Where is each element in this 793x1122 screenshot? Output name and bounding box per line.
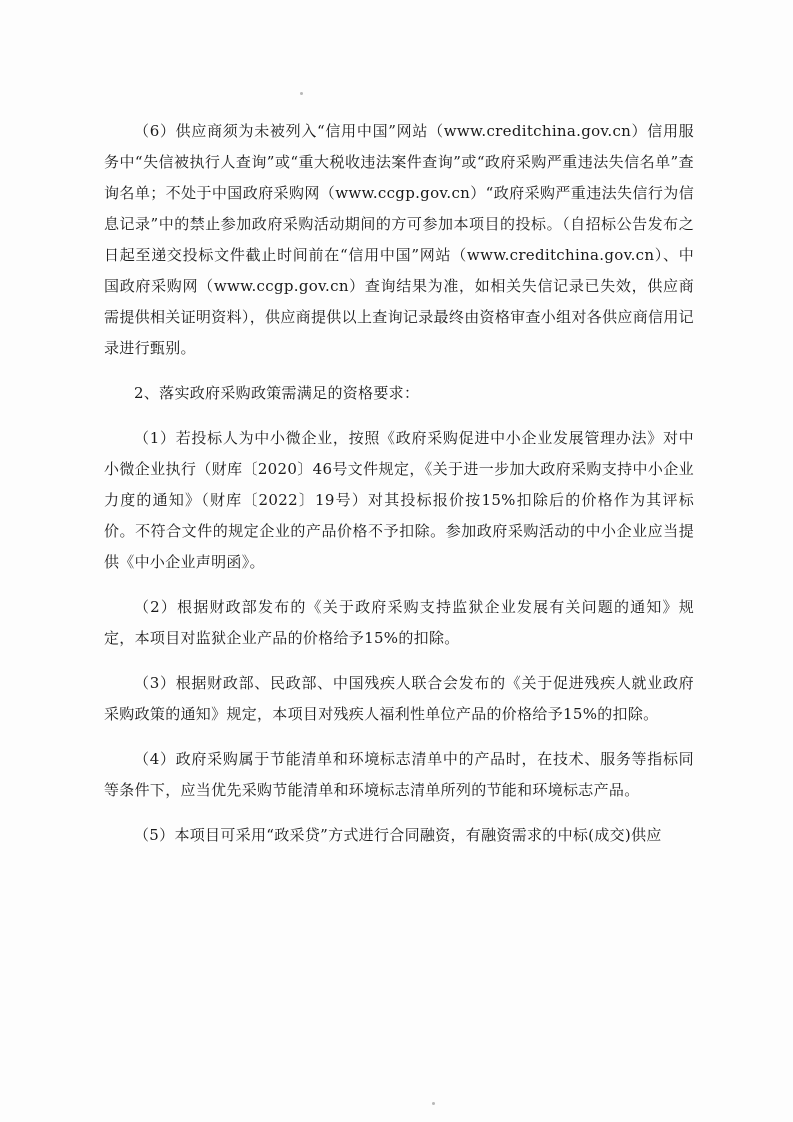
paragraph-supplier-credit: （6）供应商须为未被列入“信用中国”网站（www.creditchina.gov.cn）信用服务中“失信被执行人查询”或“重大税收违法案件查询”或“政府采购严重违法失信名单”查询名单；不处于中国政府采购网（www.ccgp.gov.cn）“政府采购严重违法失信行为信息记录”中的禁止参加政府采购活动期间的方可参加本项目的投标。（自招标公告发布之日起至递交投标文件截止时间前在“信用中国”网站（www.creditchina.gov.cn）、中国政府采购网（www.ccgp.gov.cn）查询结果为准，如相关失信记录已失效，供应商需提供相关证明资料），供应商提供以上查询记录最终由资格审查小组对各供应商信用记录进行甄别。 (104, 122, 694, 357)
paragraph-disabled-welfare: （3）根据财政部、民政部、中国残疾人联合会发布的《关于促进残疾人就业政府采购政策的通知》规定，本项目对残疾人福利性单位产品的价格给予15%的扣除。 (104, 674, 694, 723)
paragraph-financing: （5）本项目可采用“政采贷”方式进行合同融资，有融资需求的中标(成交)供应 (134, 826, 662, 844)
paragraph-policy-heading: 2、落实政府采购政策需满足的资格要求： (134, 384, 420, 402)
paragraph-prison-enterprise: （2）根据财政部发布的《关于政府采购支持监狱企业发展有关问题的通知》规定，本项目对监狱企业产品的价格给予15%的扣除。 (104, 598, 694, 647)
paragraph-sme-policy: （1）若投标人为中小微企业，按照《政府采购促进中小企业发展管理办法》对中小微企业执行（财库〔2020〕46号文件规定，《关于进一步加大政府采购支持中小企业力度的通知》（财库〔2022〕19号）对其投标报价按15%扣除后的价格作为其评标价。不符合文件的规定企业的产品价格不予扣除。参加政府采购活动的中小企业应当提供《中小企业声明函》。 (104, 429, 694, 571)
scan-speck (432, 1102, 435, 1105)
document-body (104, 116, 694, 851)
paragraph-energy-saving: （4）政府采购属于节能清单和环境标志清单中的产品时，在技术、服务等指标同等条件下，应当优先采购节能清单和环境标志清单所列的节能和环境标志产品。 (104, 750, 694, 799)
scan-speck (300, 92, 303, 95)
